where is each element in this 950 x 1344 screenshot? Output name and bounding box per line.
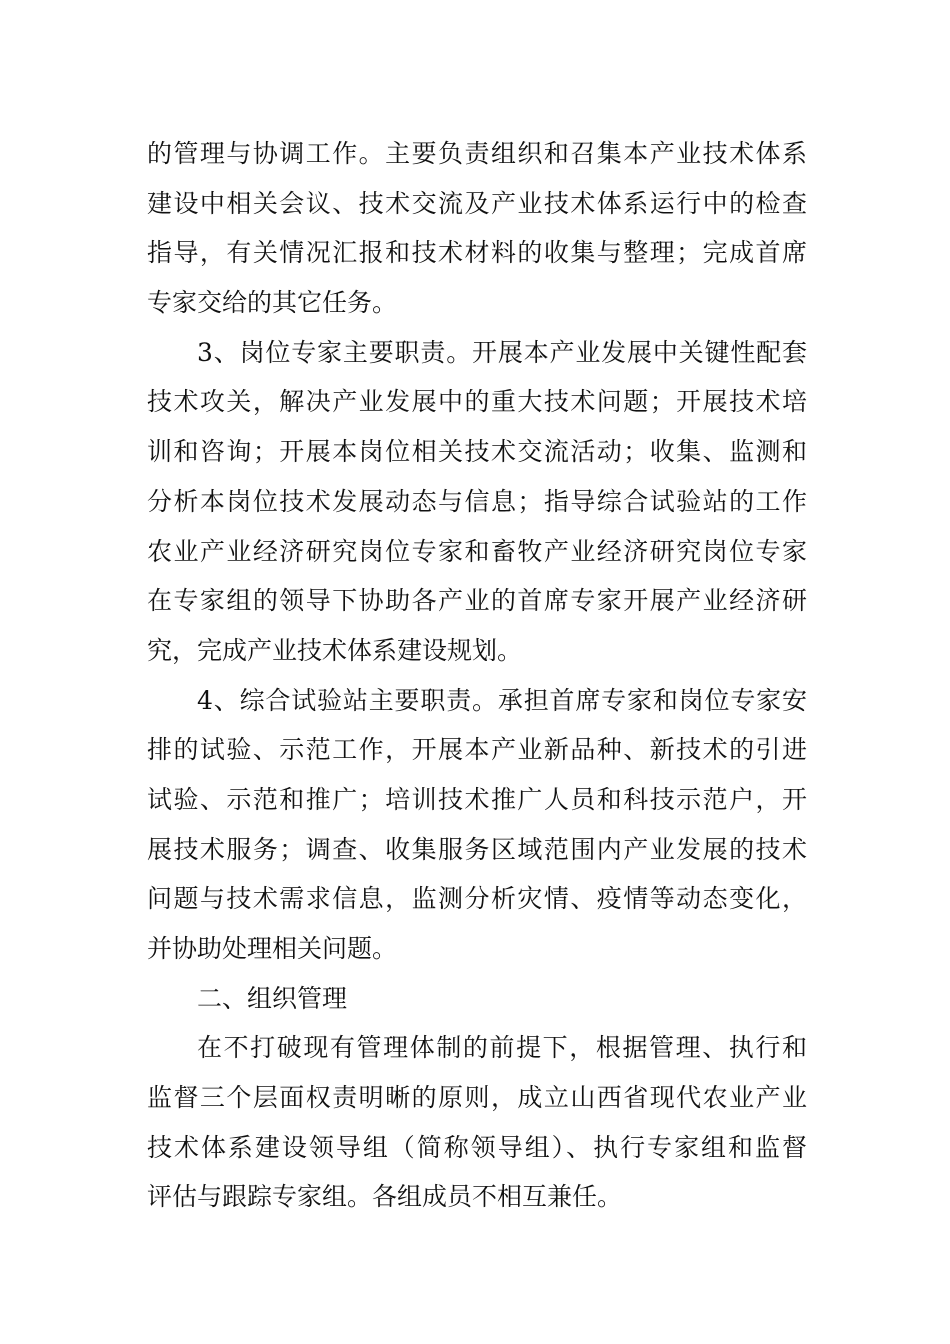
text-line: 展技术服务；调查、收集服务区域范围内产业发展的技术 — [147, 834, 807, 864]
text-line: 训和咨询；开展本岗位相关技术交流活动；收集、监测和 — [147, 437, 807, 467]
text-line: 监督三个层面权责明晰的原则，成立山西省现代农业产业 — [147, 1083, 807, 1113]
text-line: 专家交给的其它任务。 — [147, 288, 398, 318]
text-line: 3、岗位专家主要职责。开展本产业发展中关键性配套 — [197, 337, 807, 367]
text-line: 排的试验、示范工作，开展本产业新品种、新技术的引进 — [147, 735, 807, 765]
text-line: 评估与跟踪专家组。各组成员不相互兼任。 — [147, 1182, 623, 1212]
text-line: 技术体系建设领导组（简称领导组）、执行专家组和监督 — [147, 1132, 807, 1162]
heading-text: 二、组织管理 — [197, 983, 348, 1013]
text-line: 农业产业经济研究岗位专家和畜牧产业经济研究岗位专家 — [147, 536, 807, 566]
text-line: 建设中相关会议、技术交流及产业技术体系运行中的检查 — [147, 188, 807, 218]
section-heading — [147, 974, 807, 1024]
paragraph — [147, 1023, 807, 1222]
text-line: 在专家组的领导下协助各产业的首席专家开展产业经济研 — [147, 586, 807, 616]
text-line: 究，完成产业技术体系建设规划。 — [147, 635, 523, 665]
text-line: 问题与技术需求信息，监测分析灾情、疫情等动态变化， — [147, 884, 807, 914]
paragraph — [147, 328, 807, 676]
text-line: 的管理与协调工作。主要负责组织和召集本产业技术体系 — [147, 139, 807, 168]
paragraph — [147, 676, 807, 974]
text-line: 分析本岗位技术发展动态与信息；指导综合试验站的工作 — [147, 486, 807, 516]
text-line: 在不打破现有管理体制的前提下，根据管理、执行和 — [197, 1033, 807, 1063]
text-line: 4、综合试验站主要职责。承担首席专家和岗位专家安 — [197, 685, 807, 715]
text-line: 技术攻关，解决产业发展中的重大技术问题；开展技术培 — [147, 387, 807, 417]
text-line: 并协助处理相关问题。 — [147, 934, 398, 963]
text-line: 指导，有关情况汇报和技术材料的收集与整理；完成首席 — [147, 238, 807, 268]
document-body — [147, 129, 807, 1222]
paragraph — [147, 129, 807, 328]
text-line: 试验、示范和推广；培训技术推广人员和科技示范户，开 — [147, 784, 807, 814]
